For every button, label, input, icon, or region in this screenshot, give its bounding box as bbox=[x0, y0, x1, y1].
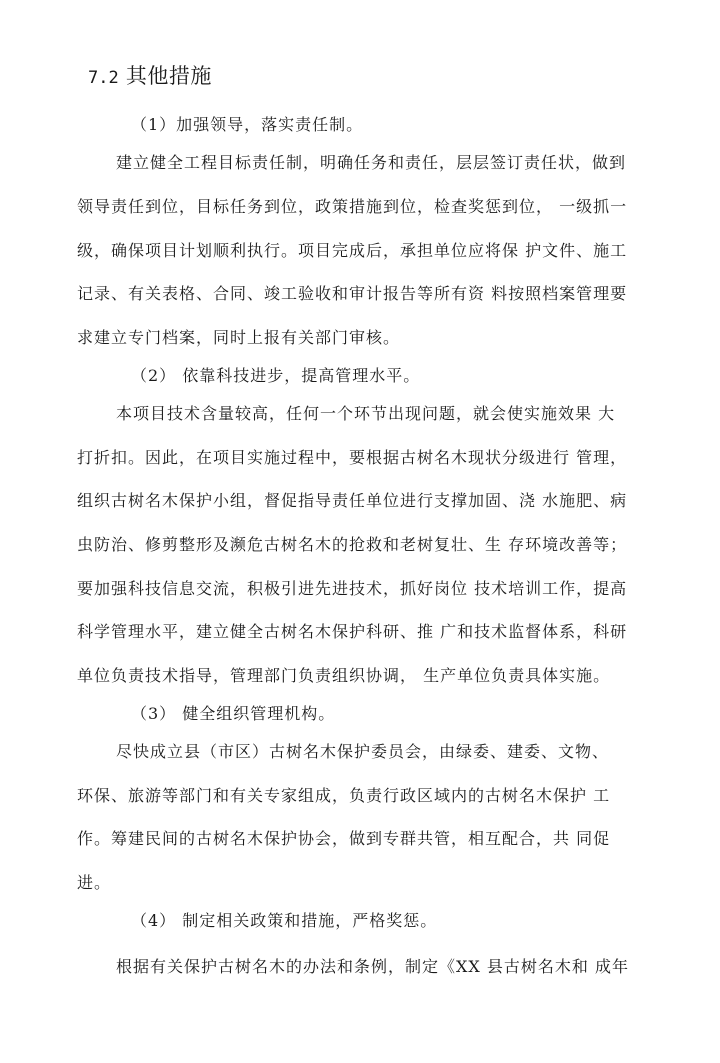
paragraph-line: 组织古树名木保护小组，督促指导责任单位进行支撑加固、浇 水施肥、病 bbox=[77, 491, 628, 510]
paragraph-line: 作。筹建民间的古树名木保护协会，做到专群共管，相互配合，共 同促 bbox=[77, 829, 611, 848]
paragraph-line: 打折扣。因此，在项目实施过程中，要根据古树名木现状分级进行 管理， bbox=[77, 448, 628, 467]
subheading-2: （2） 依靠科技进步，提高管理水平。 bbox=[131, 366, 421, 385]
paragraph-line: 科学管理水平，建立健全古树名木保护科研、推 广和技术监督体系，科研 bbox=[77, 622, 628, 641]
paragraph-line: 进。 bbox=[77, 873, 112, 892]
paragraph-line: 单位负责技术指导，管理部门负责组织协调， 生产单位负责具体实施。 bbox=[77, 666, 611, 685]
paragraph-line: 根据有关保护古树名木的办法和条例，制定《XX 县古树名木和 成年 bbox=[116, 957, 629, 976]
paragraph-line: 记录、有关表格、合同、竣工验收和审计报告等所有资 料按照档案管理要 bbox=[77, 284, 628, 303]
paragraph-line: 本项目技术含量较高，任何一个环节出现问题，就会使实施效果 大 bbox=[116, 404, 616, 423]
paragraph-line: 环保、旅游等部门和有关专家组成，负责行政区域内的古树名木保护 工 bbox=[77, 786, 611, 805]
paragraph-line: 建立健全工程目标责任制，明确任务和责任，层层签订责任状，做到 bbox=[116, 153, 627, 172]
section-title-text: 其他措施 bbox=[125, 64, 212, 88]
paragraph-line: 要加强科技信息交流，积极引进先进技术，抓好岗位 技术培训工作，提高 bbox=[77, 579, 628, 598]
paragraph-line: 求建立专门档案，同时上报有关部门审核。 bbox=[77, 328, 401, 347]
subheading-4: （4） 制定相关政策和措施，严格奖惩。 bbox=[131, 911, 438, 930]
subheading-1: （1）加强领导，落实责任制。 bbox=[131, 115, 364, 134]
paragraph-line: 领导责任到位，目标任务到位，政策措施到位，检查奖惩到位， 一级抓一 bbox=[77, 197, 628, 216]
subheading-3: （3） 健全组织管理机构。 bbox=[131, 704, 336, 723]
section-title bbox=[88, 60, 212, 94]
section-number: 7.2 bbox=[88, 68, 119, 88]
paragraph-line: 尽快成立县（市区）古树名木保护委员会，由绿委、建委、文物、 bbox=[116, 742, 610, 761]
paragraph-line: 级，确保项目计划顺利执行。项目完成后，承担单位应将保 护文件、施工 bbox=[77, 241, 628, 260]
paragraph-line: 虫防治、修剪整形及濒危古树名木的抢救和老树复壮、生 存环境改善等； bbox=[77, 535, 628, 554]
